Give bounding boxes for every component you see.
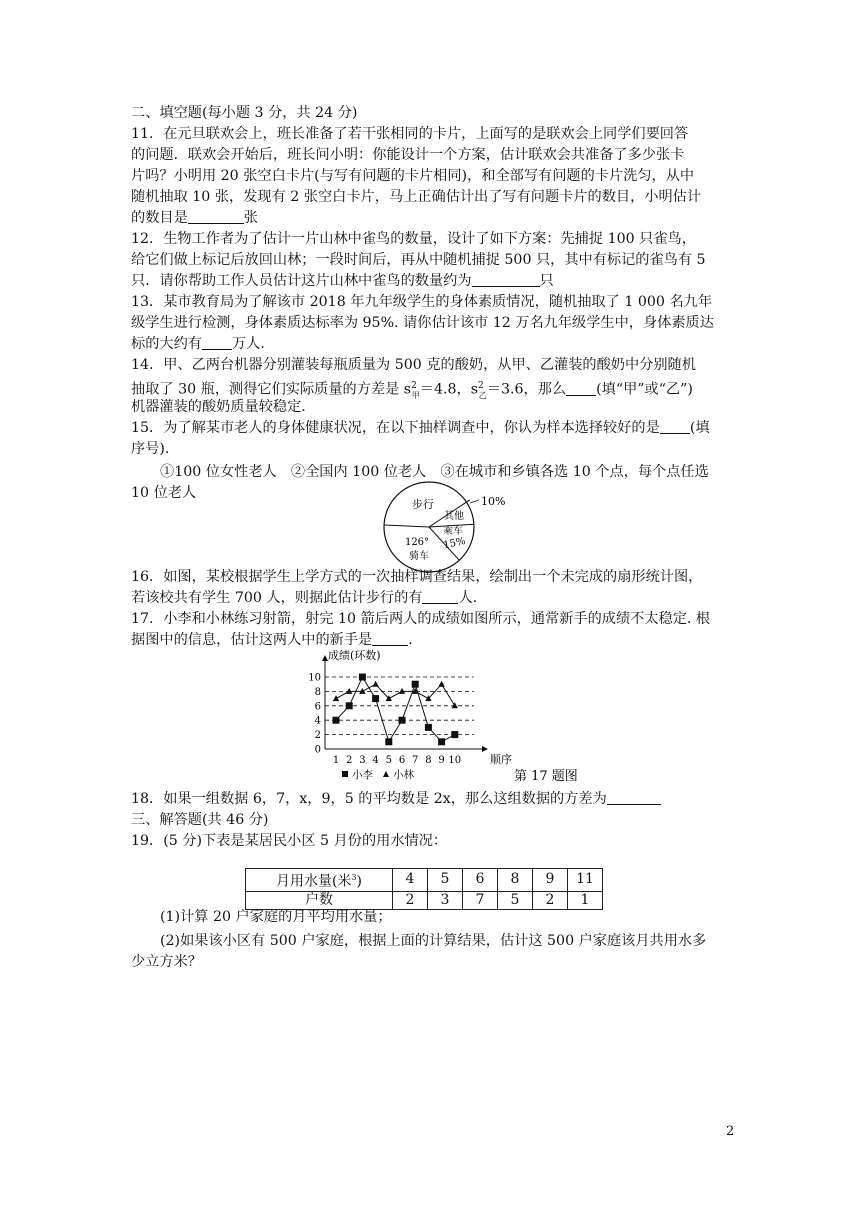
data-point-xiaoli bbox=[451, 731, 458, 738]
table-cell: 1 bbox=[568, 891, 603, 909]
q19-part-2: (2)如果该小区有 500 户家庭，根据上面的计算结果，估计这 500 户家庭该月共用水多 bbox=[160, 933, 707, 949]
legend-triangle-marker bbox=[383, 771, 389, 777]
data-point-xiaoli bbox=[412, 681, 419, 688]
data-point-xiaolin bbox=[452, 702, 458, 708]
y-tick-label: 10 bbox=[308, 672, 321, 684]
data-point-xiaoli bbox=[399, 717, 406, 724]
chart-axes bbox=[308, 655, 488, 766]
q11-line-2: 的问题．联欢会开始后，班长问小明：你能设计一个方案，估计联欢会共准备了多少张卡 bbox=[131, 147, 685, 163]
q15-options-cont: 10 位老人 bbox=[131, 485, 197, 501]
pie-label-bus: 乘车 bbox=[443, 526, 463, 537]
table-row bbox=[246, 869, 603, 892]
x-tick-label: 1 bbox=[332, 755, 340, 766]
answer-blank[interactable] bbox=[566, 381, 596, 396]
table-cell: 8 bbox=[498, 869, 533, 892]
answer-blank[interactable] bbox=[188, 209, 244, 224]
q12-text: 只．请你帮助工作人员估计这片山林中雀鸟的数量约为 bbox=[131, 273, 472, 289]
legend bbox=[342, 768, 414, 781]
q18-text: 18．如果一组数据 6，7，x，9，5 的平均数是 2x，那么这组数据的方差为 bbox=[131, 791, 607, 807]
table-header-households: 户数 bbox=[246, 891, 393, 909]
q15-text-b: (填 bbox=[689, 420, 710, 436]
data-point-xiaolin bbox=[438, 681, 444, 687]
q19-part-1: (1)计算 20 户家庭的月平均用水量； bbox=[160, 909, 392, 925]
pie-angle-bike: 126° bbox=[404, 537, 430, 548]
section-title-fill-blank: 二、填空题(每小题 3 分，共 24 分) bbox=[131, 105, 358, 121]
q16-line-2 bbox=[131, 588, 477, 609]
q11-line-4: 随机抽取 10 张，发现有 2 张空白卡片，马上正确估计出了写有问题卡片的数目，小明估计 bbox=[131, 189, 702, 205]
q11-line-3: 片吗？小明用 20 张空白卡片(与写有问题的卡片相同)，和全部写有问题的卡片洗匀，从中 bbox=[131, 168, 695, 184]
y-tick-label: 2 bbox=[314, 730, 321, 742]
x-tick-label: 5 bbox=[385, 755, 392, 766]
q13-unit: 万人. bbox=[231, 336, 265, 352]
y-axis-label: 成绩(环数) bbox=[328, 649, 381, 662]
legend-square-marker bbox=[342, 771, 348, 777]
q15-line-1 bbox=[131, 418, 710, 439]
x-tick-label: 4 bbox=[372, 755, 379, 766]
table-cell: 2 bbox=[393, 891, 428, 909]
q18-line-1 bbox=[131, 789, 661, 810]
x-tick-label: 3 bbox=[359, 755, 366, 766]
q15-text: 15．为了解某市老人的身体健康状况，在以下抽样调查中，你认为样本选择较好的是 bbox=[131, 420, 660, 436]
table-cell: 5 bbox=[428, 869, 463, 892]
q11-line-5 bbox=[131, 208, 258, 229]
data-point-xiaoli bbox=[333, 717, 340, 724]
y-tick-label: 8 bbox=[314, 686, 321, 698]
x-axis-arrow bbox=[482, 746, 488, 752]
series-line-xiaoli bbox=[336, 677, 455, 742]
q12-line-2: 给它们做上标记后放回山林；一段时间后，再从中随机捕捉 500 只，其中有标记的雀鸟有 5 bbox=[131, 252, 706, 268]
data-point-xiaoli bbox=[372, 695, 379, 702]
data-point-xiaoli bbox=[425, 724, 432, 731]
data-point-xiaoli bbox=[359, 674, 366, 681]
x-tick-label: 9 bbox=[438, 755, 445, 766]
variance-sub-yi: 乙 bbox=[478, 390, 487, 400]
table-cell: 3 bbox=[428, 891, 463, 909]
answer-blank[interactable] bbox=[202, 335, 232, 350]
q11-line-1: 11．在元旦联欢会上，班长准备了若干张相同的卡片，上面写的是联欢会上同学们要回答 bbox=[131, 126, 689, 142]
q11-text: 的数目是 bbox=[131, 210, 188, 226]
figure-caption: 第 17 题图 bbox=[514, 769, 578, 784]
q14-line-3: 机器灌装的酸奶质量较稳定. bbox=[131, 399, 306, 415]
x-tick-label: 8 bbox=[425, 755, 432, 766]
table-header-volume: 月用水量(米$^3$) bbox=[246, 869, 393, 892]
y-tick-label: 0 bbox=[314, 744, 321, 756]
pie-chart bbox=[383, 481, 508, 573]
q13-line-2: 级学生进行检测，身体素质达标率为 95%. 请你估计该市 12 万名九年级学生中，身体素质达 bbox=[131, 315, 714, 331]
table-cell: 11 bbox=[568, 869, 603, 892]
score-line-chart bbox=[292, 647, 622, 787]
q16-text: 若该校共有学生 700 人，则据此估计步行的有 bbox=[131, 590, 423, 606]
q14-text-a: 抽取了 30 瓶，测得它们实际质量的方差是 s bbox=[131, 381, 412, 398]
q14-line-1: 14．甲、乙两台机器分别灌装每瓶质量为 500 克的酸奶，从甲、乙灌装的酸奶中分别随机 bbox=[131, 357, 696, 373]
pie-leader-line bbox=[470, 500, 479, 503]
x-tick-label: 6 bbox=[398, 755, 406, 766]
q12-line-3 bbox=[131, 271, 554, 292]
q12-line-1: 12．生物工作者为了估计一片山林中雀鸟的数量，设计了如下方案：先捕捉 100 只雀鸟， bbox=[131, 231, 696, 247]
q16-line-1: 16．如图，某校根据学生上学方式的一次抽样调查结果，绘制出一个未完成的扇形统计图， bbox=[131, 569, 703, 585]
table-cell: 2 bbox=[533, 891, 568, 909]
q13-line-1: 13．某市教育局为了解该市 2018 年九年级学生的身体素质情况，随机抽取了 1 000 名九年 bbox=[131, 294, 713, 310]
data-point-xiaolin bbox=[372, 681, 378, 687]
x-tick-label: 2 bbox=[346, 755, 353, 766]
page-number: 2 bbox=[726, 1124, 735, 1139]
answer-blank[interactable] bbox=[372, 631, 408, 646]
pie-label-other: 其他 bbox=[444, 511, 464, 522]
legend-label-xiaoli: 小李 bbox=[352, 769, 373, 781]
q11-unit: 张 bbox=[243, 210, 258, 226]
section-title-answers: 三、解答题(共 46 分) bbox=[131, 812, 269, 828]
table-cell: 5 bbox=[498, 891, 533, 909]
y-tick-label: 4 bbox=[314, 715, 321, 727]
data-point-xiaoli bbox=[385, 738, 392, 745]
q19-line-1: 19．(5 分)下表是某居民小区 5 月份的用水情况： bbox=[131, 833, 448, 849]
pie-label-bike: 骑车 bbox=[409, 551, 429, 562]
q14-text-d: (填“甲”或“乙”) bbox=[596, 381, 693, 398]
data-point-xiaoli bbox=[438, 738, 445, 745]
water-usage-table bbox=[245, 868, 603, 910]
pie-pct-bus: 15% bbox=[442, 535, 467, 552]
x-tick-label: 7 bbox=[412, 755, 419, 766]
q16-unit: 人. bbox=[458, 590, 478, 606]
table-cell: 7 bbox=[463, 891, 498, 909]
table-cell: 4 bbox=[393, 869, 428, 892]
q15-line-2: 序号). bbox=[131, 441, 170, 457]
answer-blank[interactable] bbox=[472, 272, 540, 287]
table-cell: 9 bbox=[533, 869, 568, 892]
q15-options: ①100 位女性老人 ②全国内 100 位老人 ③在城市和乡镇各选 10 个点，每个点任选 bbox=[160, 464, 709, 480]
pie-label-walk: 步行 bbox=[412, 498, 434, 511]
y-tick-label: 6 bbox=[314, 701, 321, 713]
q14-text-b: ＝4.8，s bbox=[419, 381, 479, 398]
q14-text-c: ＝3.6，那么 bbox=[486, 381, 567, 398]
q13-text: 标的大约有 bbox=[131, 336, 202, 352]
pie-pct-other: 10% bbox=[481, 495, 506, 508]
legend-label-xiaolin: 小林 bbox=[393, 769, 414, 781]
q17-end: . bbox=[408, 632, 413, 648]
answer-blank[interactable] bbox=[422, 589, 458, 604]
q17-text: 据图中的信息，估计这两人中的新手是 bbox=[131, 632, 373, 648]
q17-line-1: 17．小李和小林练习射箭，射完 10 箭后两人的成绩如图所示，通常新手的成绩不太稳定. 根 bbox=[131, 611, 711, 627]
pie-divider bbox=[384, 525, 429, 527]
q13-line-3 bbox=[131, 334, 265, 355]
q12-unit: 只 bbox=[539, 273, 554, 289]
data-point-xiaolin bbox=[333, 695, 339, 701]
data-point-xiaoli bbox=[346, 702, 353, 709]
table-cell: 6 bbox=[463, 869, 498, 892]
answer-blank[interactable] bbox=[660, 419, 690, 434]
q14-line-2: 抽取了 30 瓶，测得它们实际质量的方差是 $s^2_甲=4.8$，$s^2_乙=3.6$，那么 (填“甲”或“乙”) bbox=[131, 381, 693, 400]
x-axis-label: 顺序 bbox=[490, 753, 512, 766]
variance-sub-jia: 甲 bbox=[411, 390, 420, 400]
x-tick-label: 10 bbox=[448, 755, 462, 766]
answer-blank[interactable] bbox=[607, 790, 661, 805]
q19-part-2-cont: 少立方米？ bbox=[131, 954, 202, 970]
